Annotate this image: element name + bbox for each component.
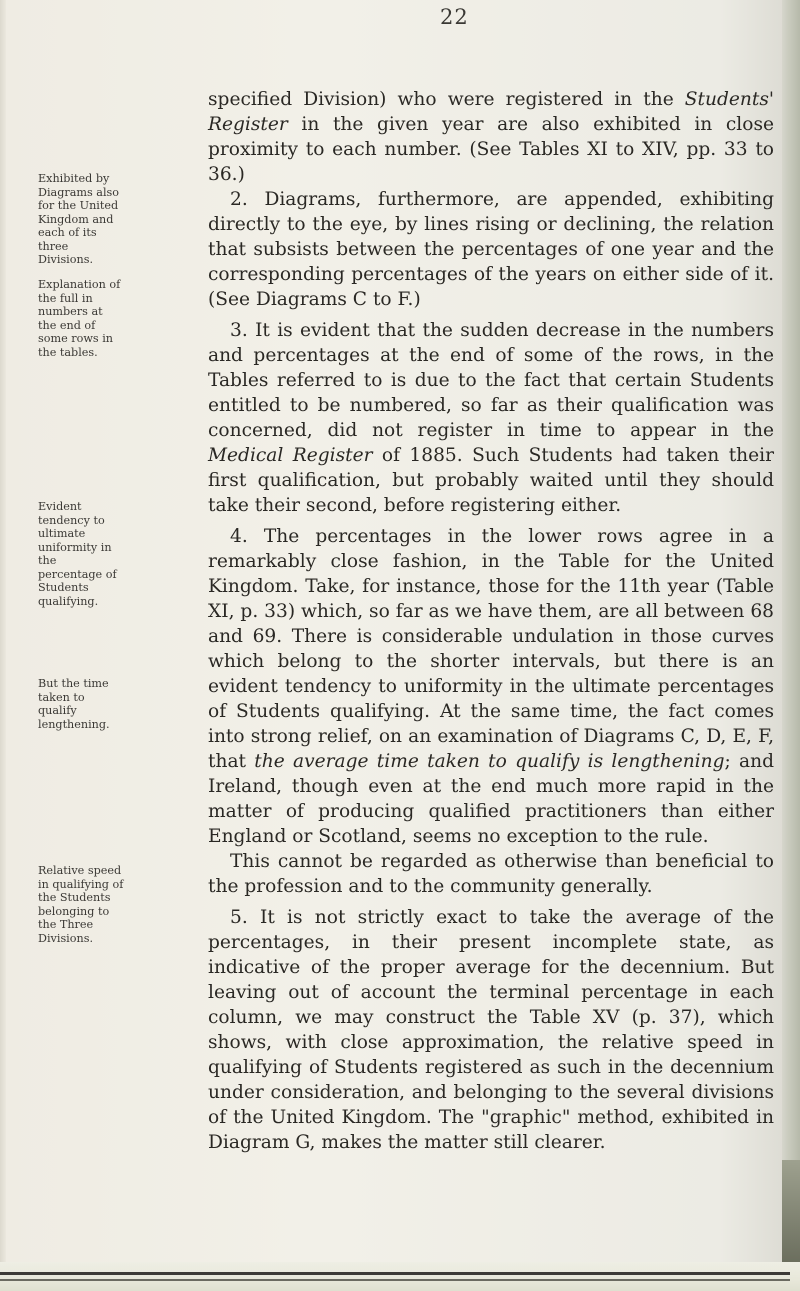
paragraph-4-conclusion [208, 849, 774, 899]
page-bottom-band [0, 1262, 800, 1291]
bottom-rule-secondary [0, 1279, 790, 1281]
margin-note-relative-speed: Relative speed in qualifying of the Students belonging to the Three Divisions. [38, 864, 124, 945]
paragraph-2 [208, 187, 774, 312]
margin-note-uniformity: Evident tendency to ultimate uniformity in the percentage of Students qualifying. [38, 500, 117, 608]
paragraph-text: 3. It is evident that the sudden decrease in the numbers and percentages at the end of some of the rows, in the Tables referred to is due to the fact that certain Students entitled to be numbered, so far as their qualification was concerned, did not register in time to appear in the Medical Register of 1885. Such Students had taken their first qualification, but probably waited until they should take their second, before registering either. [208, 320, 774, 516]
paragraph-text: 4. The percentages in the lower rows agree in a remarkably close fashion, in the Table for the United Kingdom. Take, for instance, those for the 11th year (Table XI, p. 33) which, so far as we have them, are all between 68 and 69. There is considerable undulation in those curves which belong to the shorter intervals, but there is an evident tendency to uniformity in the ultimate percentages of Students qualifying. At the same time, the fact comes into strong relief, on an examination of Diagrams C, D, E, F, that the average time taken to qualify is lengthening; and Ireland, though even at the end much more rapid in the matter of producing qualified practitioners than either England or Scotland, seems no exception to the rule. [208, 526, 775, 847]
paragraph-3 [208, 318, 774, 518]
paragraph-text: 2. Diagrams, furthermore, are appended, exhibiting directly to the eye, by lines rising or declining, the relation that subsists between the percentages of one year and the corresponding percentages of the years on either side of it. (See Diagrams C to F.) [208, 189, 774, 310]
body-text [208, 29, 774, 1155]
paragraph-text: 5. It is not strictly exact to take the average of the percentages, in their present incomplete state, as indicative of the proper average for the decennium. But leaving out of account the terminal percentage in each column, we may construct the Table XV (p. 37), which shows, with close approximation, the relative speed in qualifying of Students registered as such in the decennium under consideration, and belonging to the several divisions of the United Kingdom. The "graphic" method, exhibited in Diagram G, makes the matter still clearer. [208, 907, 774, 1153]
bottom-rule [0, 1272, 790, 1275]
margin-note-diagrams: Exhibited by Diagrams also for the United Kingdom and each of its three Divisions. [38, 172, 120, 266]
page-edge [782, 0, 800, 1291]
page-gutter [0, 0, 6, 1291]
margin-note-explanation: Explanation of the full in numbers at the end of some rows in the tables. [38, 278, 121, 359]
paragraph-continued [208, 87, 774, 187]
margin-note-time-taken: But the time taken to qualify lengthening. [38, 677, 110, 731]
paragraph-5 [208, 905, 774, 1155]
page-number: 22 [440, 5, 469, 29]
paragraph-text: This cannot be regarded as otherwise than beneficial to the profession and to the community generally. [208, 851, 774, 897]
paragraph-4 [208, 524, 774, 849]
paragraph-text: specified Division) who were registered in the Students' Register in the given year are also exhibited in close proximity to each number. (See Tables XI to XIV, pp. 33 to 36.) [208, 89, 774, 185]
